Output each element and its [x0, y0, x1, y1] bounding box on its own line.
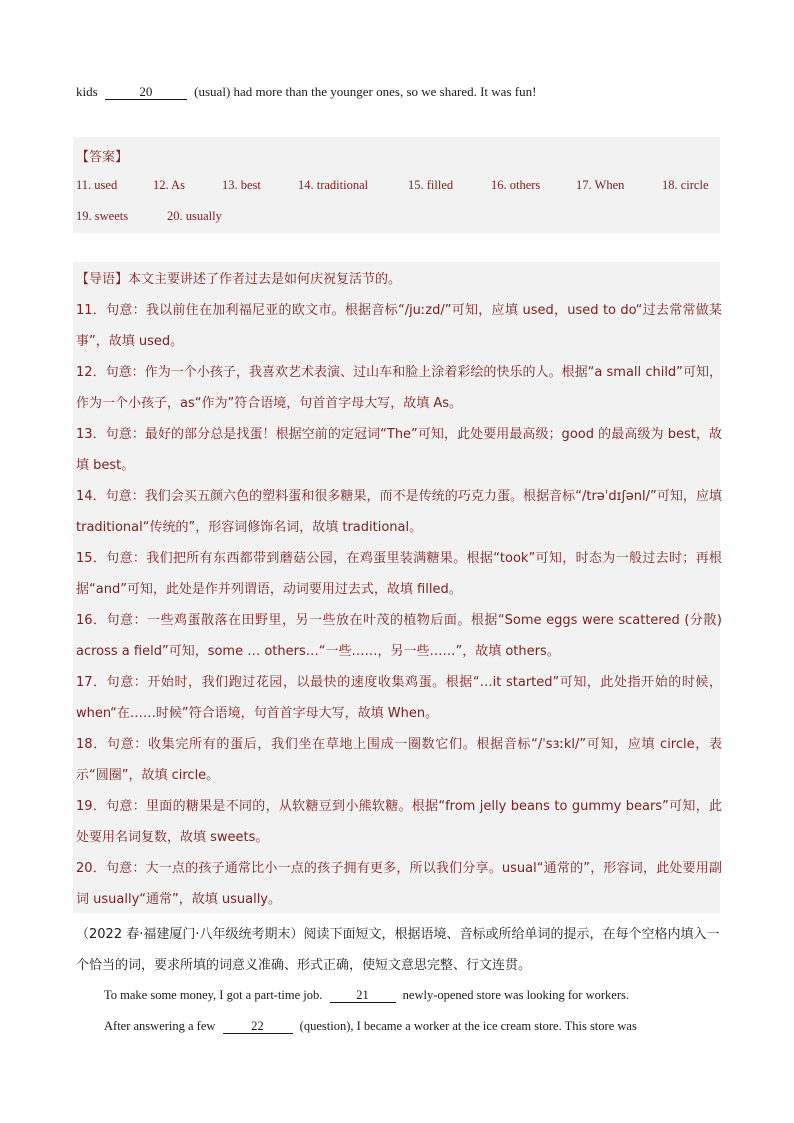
- guide-item-13: 13．句意：最好的部分总是找蛋！根据空前的定冠词“The”可知，此处要用最高级；good 的最高级为 best，故填 best。: [76, 427, 722, 473]
- passage-line-2: [104, 1019, 637, 1034]
- passage-line-1-prefix: To make some money, I got a part-time job.: [104, 988, 323, 1002]
- answer-17: 17. When: [576, 178, 625, 192]
- exercise-instructions: （2022 春·福建厦门·八年级统考期末）阅读下面短文，根据语境、音标或所给单词的提示，在每个空格内填入一个恰当的词，要求所填的词意义准确、形式正确，使短文意思完整、行文连贯。: [76, 927, 720, 973]
- passage-line-2-suffix: (question), I became a worker at the ice cream store. This store was: [299, 1019, 637, 1033]
- blank-22: 22: [223, 1019, 293, 1034]
- answer-row-1: [76, 178, 709, 193]
- guide-item-20: 20．句意：大一点的孩子通常比小一点的孩子拥有更多，所以我们分享。usual“通常的”，形容词，此处要用副词 usually“通常”，故填 usually。: [76, 861, 722, 907]
- guide-item-12: 12．句意：作为一个小孩子，我喜欢艺术表演、过山车和脸上涂着彩绘的快乐的人。根据“a small child”可知，作为一个小孩子，as“作为”符合语境，句首首字母大写，故填 As。: [76, 365, 722, 411]
- answer-11: 11. used: [76, 178, 118, 192]
- guide-item-14: 14．句意：我们会买五颜六色的塑料蛋和很多糖果，而不是传统的巧克力蛋。根据音标“/trəˈdɪʃənl/”可知，应填 traditional“传统的”，形容词修饰名词，故填 traditional。: [76, 489, 722, 535]
- guide-item-11: 11．句意：我以前住在加利福尼亚的欧文市。根据音标“/juːzd/”可知，应填 used，used to do“过去常常做某事”，故填 used。: [76, 303, 722, 349]
- guide-item-15: 15．句意：我们把所有东西都带到蘑菇公园，在鸡蛋里装满糖果。根据“took”可知，时态为一般过去时；再根据“and”可知，此处是作并列谓语，动词要用过去式，故填 filled。: [76, 551, 722, 597]
- guide-item-16: 16．句意：一些鸡蛋散落在田野里，另一些放在叶茂的植物后面。根据“Some eggs were scattered (分散) across a field”可知，some … others…“一些……，另一些……”，故填 others。: [76, 613, 722, 659]
- passage-line-1-suffix: newly-opened store was looking for workers.: [402, 988, 629, 1002]
- answer-14: 14. traditional: [298, 178, 369, 192]
- passage-line-1: [104, 988, 629, 1003]
- guide-label: 【导语】: [76, 272, 129, 287]
- answer-20: 20. usually: [167, 209, 222, 223]
- answer-18: 18. circle: [662, 178, 709, 192]
- top-line-suffix: (usual) had more than the younger ones, so we shared. It was fun!: [194, 84, 537, 99]
- answer-title: 【答案】: [76, 150, 129, 165]
- answer-13: 13. best: [222, 178, 261, 192]
- answer-row-2: [76, 209, 222, 224]
- guide-intro: [76, 264, 722, 295]
- answer-12: 12. As: [153, 178, 185, 192]
- guide-item-17: 17．句意：开始时，我们跑过花园，以最快的速度收集鸡蛋。根据“…it started”可知，此处指开始的时候，when“在……时候”符合语境，句首首字母大写，故填 When。: [76, 675, 722, 721]
- exercise-source: [76, 919, 724, 981]
- answer-16: 16. others: [491, 178, 541, 192]
- top-line-prefix: kids: [76, 84, 98, 99]
- passage-line-2-prefix: After answering a few: [104, 1019, 216, 1033]
- blank-20: 20: [105, 85, 187, 100]
- guide-item-19: 19．句意：里面的糖果是不同的，从软糖豆到小熊软糖。根据“from jelly beans to gummy bears”可知，此处要用名词复数，故填 sweets。: [76, 799, 722, 845]
- guide-section: [76, 264, 722, 915]
- answer-19: 19. sweets: [76, 209, 129, 223]
- answer-15: 15. filled: [408, 178, 454, 192]
- blank-21: 21: [330, 988, 396, 1003]
- guide-intro-text: 本文主要讲述了作者过去是如何庆祝复活节的。: [128, 272, 402, 287]
- top-line: [76, 83, 536, 101]
- guide-item-18: 18．句意：收集完所有的蛋后，我们坐在草地上围成一圈数它们。根据音标“/ˈsɜːkl/”可知，应填 circle，表示“圆圈”，故填 circle。: [76, 737, 722, 783]
